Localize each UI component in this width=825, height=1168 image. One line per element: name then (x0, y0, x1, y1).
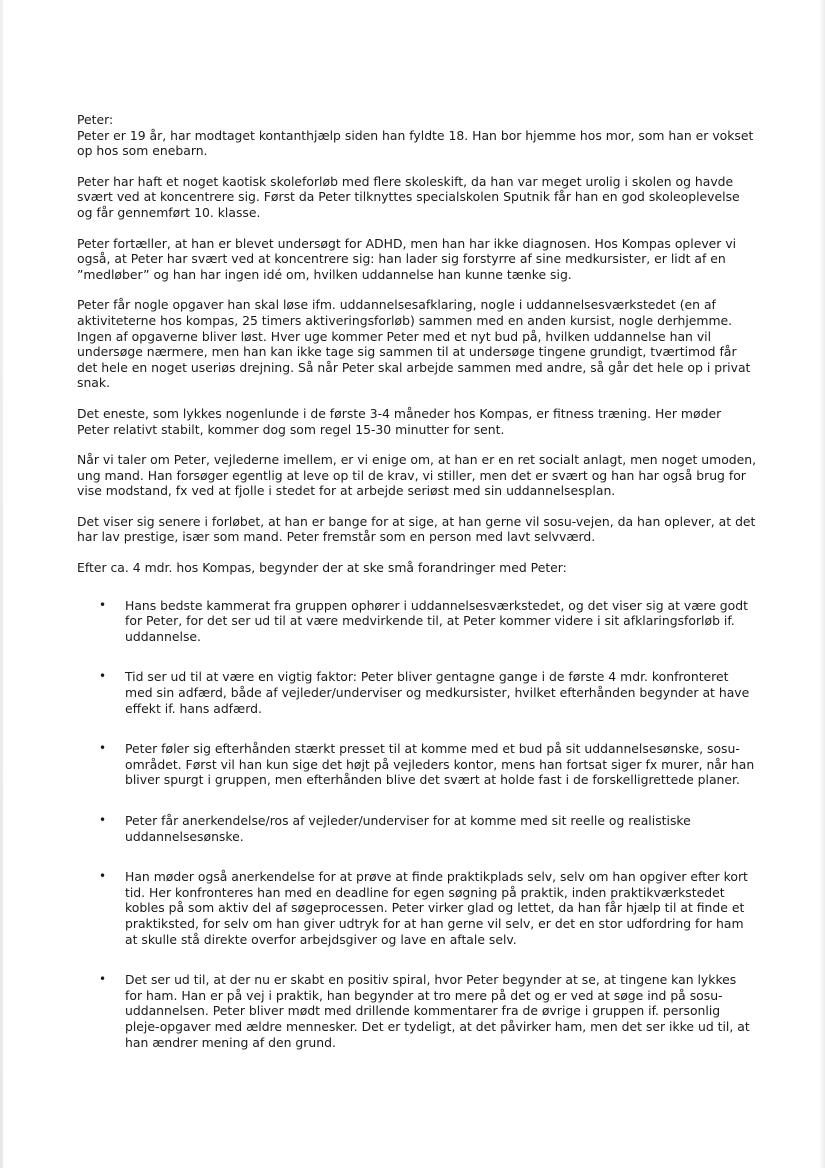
list-item-text: Peter får anerkendelse/ros af vejleder/underviser for at komme med sit reelle og realistiske uddannelsesønske. (125, 813, 691, 844)
list-item-text: Peter føler sig efterhånden stærkt presset til at komme med et bud på sit uddannelsesønske, sosu-området. Først vil han kun sige det højt på vejleders kontor, mens han fortsat siger fx murer, når han bliver spurgt i gruppen, men efterhånden blive det svært at holde fast i de forskelligrettede planer. (125, 741, 755, 788)
intro-paragraph: Peter er 19 år, har modtaget kontanthjælp siden han fyldte 18. Han bor hjemme hos mor, som han er vokset op hos som enebarn. (77, 127, 754, 159)
list-item (77, 972, 757, 1050)
list-item (77, 669, 757, 716)
bullet-dot: • (99, 741, 107, 756)
scan-edge-left (0, 0, 3, 1168)
list-item (77, 598, 757, 645)
paragraph-changes-intro: Efter ca. 4 mdr. hos Kompas, begynder der at ske små forandringer med Peter: (77, 560, 567, 576)
document-page (77, 112, 757, 1075)
paragraph-counselors: Når vi taler om Peter, vejlederne imellem, er vi enige om, at han er en ret socialt anlagt, men noget umoden, ung mand. Han forsøger egentlig at leve op til de krav, vi stiller, men det er svært og han har også brug for vise modstand, fx ved at fjolle i stedet for at arbejde seriøst med sin uddannelsesplan. (77, 452, 757, 499)
bullet-dot: • (99, 813, 107, 827)
paragraph-school: Peter har haft et noget kaotisk skoleforløb med flere skoleskift, da han var meget urolig i skolen og havde svært ved at koncentrere sig. Først da Peter tilknyttes specialskolen Sputnik får han en god skoleoplevelse og får gennemført 10. klasse. (77, 173, 740, 220)
paragraph-fitness: Det eneste, som lykkes nogenlunde i de første 3-4 måneder hos Kompas, er fitness træning. Her møder Peter relativt stabilt, kommer dog som regel 15-30 minutter for sent. (77, 405, 722, 437)
paragraph-sosu: Det viser sig senere i forløbet, at han er bange for at sige, at han gerne vil sosu-vejen, da han oplever, at det har lav prestige, især som mand. Peter fremstår som en person med lavt selvværd. (77, 513, 756, 545)
list-item-text: Det ser ud til, at der nu er skabt en positiv spiral, hvor Peter begynder at se, at tingene kan lykkes for ham. Han er på vej i praktik, han begynder at tro mere på det og er ved at søge ind på sosu-uddannelsen. Peter bliver mødt med drillende kommentarer fra de øvrige i gruppen if. personlig pleje-opgaver med ældre mennesker. Det er tydeligt, at det påvirker ham, men det ser ikke ud til, at han ændrer mening af den grund. (125, 972, 750, 1050)
bullet-dot: • (99, 597, 107, 612)
scan-edge-right (819, 0, 825, 1168)
list-item (77, 869, 757, 947)
paragraph-adhd: Peter fortæller, at han er blevet undersøgt for ADHD, men han har ikke diagnosen. Hos Kompas oplever vi også, at Peter har svært ved at koncentrere sig: han lader sig forstyrre af sine medkursister, er lidt af en ”medløber” og han har ingen idé om, hvilken uddannelse han kunne tænke sig. (77, 235, 737, 282)
list-item-text: Hans bedste kammerat fra gruppen ophører i uddannelsesværkstedet, og det viser sig at være godt for Peter, for det ser ud til at være medvirkende til, at Peter kommer videre i sit afklaringsforløb if. uddannelse. (125, 597, 748, 644)
list-item-text: Tid ser ud til at være en vigtig faktor: Peter bliver gentagne gange i de første 4 mdr. konfronteret med sin adfærd, både af vejleder/underviser og medkursister, hvilket efterhånden begynder at have effekt if. hans adfærd. (125, 669, 750, 716)
list-item-text: Han møder også anerkendelse for at prøve at finde praktikplads selv, selv om han opgiver efter kort tid. Her konfronteres han med en deadline for egen søgning på praktik, inden praktikværkstedet kobles på som aktiv del af søgeprocessen. Peter virker glad og lettet, da han får hjælp til at finde et praktiksted, for selv om han giver udtryk for at han gerne vil selv, er det en stor udfordring for ham at skulle stå direkte overfor arbejdsgiver og lave en aftale selv. (125, 869, 748, 947)
list-item (77, 741, 757, 788)
paragraph-tasks: Peter får nogle opgaver han skal løse ifm. uddannelsesafklaring, nogle i uddannelsesværkstedet (en af aktiviteterne hos kompas, 25 timers aktiveringsforløb) sammen med en anden kursist, nogle derhjemme. Ingen af opgaverne bliver løst. Hver uge kommer Peter med et nyt bud på, hvilken uddannelse han vil undersøge nærmere, men han kan ikke tage sig sammen til at undersøge tingene grundigt, tværtimod får det hele en noget useriøs drejning. Så når Peter skal arbejde sammen med andre, så går det hele op i privat snak. (77, 297, 751, 391)
document-heading: Peter: (77, 112, 114, 127)
bullet-dot: • (99, 972, 107, 987)
list-item (77, 813, 757, 844)
bullet-dot: • (99, 869, 107, 884)
changes-list (77, 598, 757, 1050)
bullet-dot: • (99, 669, 107, 684)
